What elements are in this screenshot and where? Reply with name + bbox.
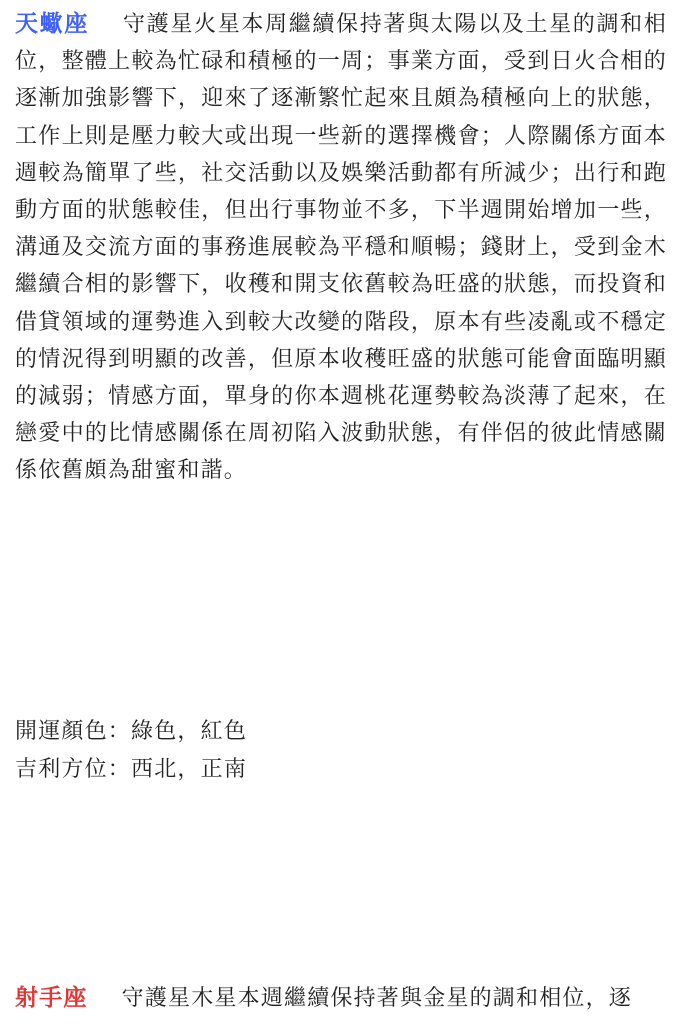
- lucky-color-label: 開運顏色：: [15, 719, 132, 744]
- sagittarius-horoscope-text: 守護星木星本週繼續保持著與金星的調和相位，逐: [121, 986, 633, 1011]
- lucky-direction-label: 吉利方位：: [15, 757, 132, 782]
- scorpio-lucky-info: [15, 713, 247, 789]
- scorpio-sign-name: 天蠍座: [15, 11, 90, 37]
- lucky-color-value: 綠色，紅色: [131, 719, 248, 744]
- lucky-color-row: [15, 713, 247, 751]
- lucky-direction-value: 西北，正南: [131, 757, 248, 782]
- scorpio-horoscope-text: 守護星火星本周繼續保持著與太陽以及土星的調和相位，整體上較為忙碌和積極的一周；事業方面，受到日火合相的逐漸加強影響下，迎來了逐漸繁忙起來且頗為積極向上的狀態，工作上則是壓力較大或出現一些新的選擇機會；人際關係方面本週較為簡單了些，社交活動以及娛樂活動都有所減少；出行和跑動方面的狀態較佳，但出行事物並不多，下半週開始增加一些，溝通及交流方面的事務進展較為平穩和順暢；錢財上，受到金木繼續合相的影響下，收穫和開支依舊較為旺盛的狀態，而投資和借貸領域的運勢進入到較大改變的階段，原本有些凌亂或不穩定的情況得到明顯的改善，但原本收穫旺盛的狀態可能會面臨明顯的減弱；情感方面，單身的你本週桃花運勢較為淡薄了起來，在戀愛中的比情感關係在周初陷入波動狀態，有伴侶的彼此情感關係依舊頗為甜蜜和諧。: [15, 12, 667, 484]
- sagittarius-section: [15, 980, 667, 1017]
- lucky-direction-row: [15, 751, 247, 789]
- scorpio-section: [15, 6, 667, 490]
- sagittarius-sign-name: 射手座: [15, 985, 88, 1011]
